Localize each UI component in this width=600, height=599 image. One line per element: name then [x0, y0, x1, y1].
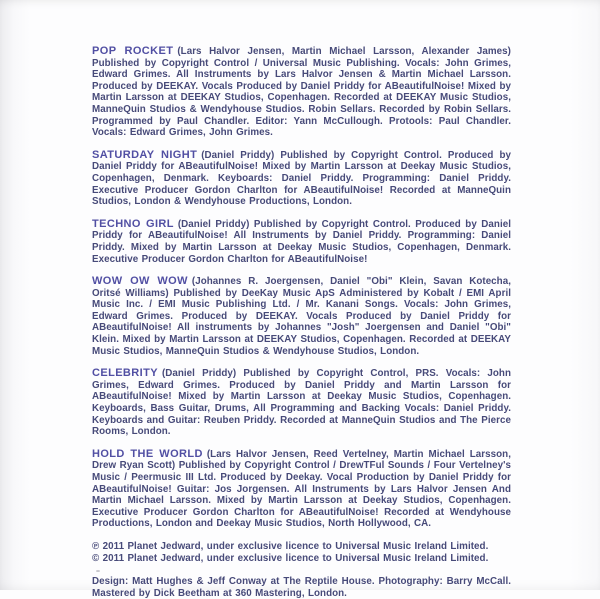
track-credits: (Lars Halvor Jensen, Martin Michael Larsson, Alexander James) Published by Copyright Control / Universal Music Publishing. Vocals: John Grimes, Edward Grimes. All Instruments by Lars Halvor Jensen & Martin Michael Larsson. Produced by DEEKAY. Vocals Produced by Daniel Priddy for ABeautifulNoise! Mixed by Martin Larsson at DEEKAY Studios, Copenhagen. Recorded at DEEKAY Music Studios, ManneQuin Studios & Wendyhouse Studios. Robin Sellars. Recorded by Robin Sellars. Programmed by Paul Chandler. Editor: Yann McCullough. Protools: Paul Chandler. Vocals: Edward Grimes, John Grimes.	[92, 46, 511, 139]
copyright-line: © 2011 Planet Jedward, under exclusive licence to Universal Music Ireland Limited.	[92, 552, 489, 564]
track-title: WOW OW WOW	[92, 275, 188, 288]
track-paragraph	[92, 276, 511, 357]
design-credits-paragraph: Design: Matt Hughes & Jeff Conway at The Reptile House. Photography: Barry McCall. Mastered by Dick Beetham at 360 Mastering, London.	[92, 576, 511, 599]
track-title: POP ROCKET	[92, 45, 174, 57]
scan-speck	[96, 570, 100, 572]
track-credits: (Daniel Priddy) Published by Copyright Control. Produced by Daniel Priddy for ABeautifulNoise! Mixed by Martin Larsson at Deekay Music Studios, Copenhagen, Denmark. Keyboards: Daniel Priddy. Programming: Daniel Priddy. Executive Producer Gordon Charlton for ABeautifulNoise! Recorded at ManneQuin Studios, London & Wendyhouse Productions, London.	[92, 149, 511, 208]
phonogram-line: ℗ 2011 Planet Jedward, under exclusive licence to Universal Music Ireland Limited.	[92, 540, 489, 552]
track-paragraph	[92, 368, 511, 438]
track-paragraph	[92, 219, 511, 265]
track-paragraph	[92, 449, 511, 530]
track-credits: (Daniel Priddy) Published by Copyright Control, PRS. Vocals: John Grimes, Edward Grimes. Produced by Daniel Priddy and Martin Larsson for ABeautifulNoise! Mixed by Martin Larsson at Deekay Music Studios, Copenhagen. Keyboards, Bass Guitar, Drums, All Programming and Backing Vocals: Daniel Priddy. Keyboards and Guitar: Reuben Priddy. Recorded at ManneQuin Studios and The Pierce Rooms, London.	[92, 368, 511, 438]
track-credits: (Daniel Priddy) Published by Copyright Control. Produced by Daniel Priddy for ABeautifulNoise! All Instruments by Daniel Priddy. Programming: Daniel Priddy. Mixed by Martin Larsson at Deekay Music Studios, Copenhagen, Denmark. Executive Producer Gordon Charlton for ABeautifulNoise!	[92, 218, 511, 265]
credits-column	[92, 46, 511, 599]
track-credits: (Johannes R. Joergensen, Daniel "Obi" Klein, Savan Kotecha, Oritsé Williams) Published by DeeKay Music ApS Administered by Kobalt / EMI April Music Inc. / EMI Music Publishing Ltd. / Mr. Kanani Songs. Vocals: John Grimes, Edward Grimes. Produced by DEEKAY. Vocals Produced by Daniel Priddy for ABeautifulNoise! All instruments by Johannes "Josh" Joergensen and Daniel "Obi" Klein. Mixed by Martin Larsson at DEEKAY Studios, Copenhagen. Recorded at DEEKAY Music Studios, ManneQuin Studios & Wendyhouse Studios, London.	[92, 276, 511, 357]
track-credits: (Lars Halvor Jensen, Reed Vertelney, Martin Michael Larsson, Drew Ryan Scott) Published by Copyright Control / DrewTFul Sounds / Four Vertelney's Music / Peermusic III Ltd. Produced by Deekay. Vocal Production by Daniel Priddy for ABeautifulNoise! Guitar: Jos Jorgensen. All Instruments by Lars Halvor Jensen And Martin Michael Larsson. Mixed by Martin Larsson at Deekay Studios, Copenhagen. Executive Producer Gordon Charlton for ABeautifulNoise! Recorded at Wendyhouse Productions, London and Deekay Music Studios, North Hollywood, CA.	[92, 448, 511, 530]
track-title: CELEBRITY	[92, 367, 158, 380]
track-paragraph	[92, 46, 511, 139]
track-title: SATURDAY NIGHT	[92, 148, 198, 161]
track-title: HOLD THE WORLD	[92, 447, 203, 460]
track-paragraph	[92, 150, 511, 208]
track-title: TECHNO GIRL	[92, 217, 174, 230]
legal-block	[92, 541, 511, 564]
